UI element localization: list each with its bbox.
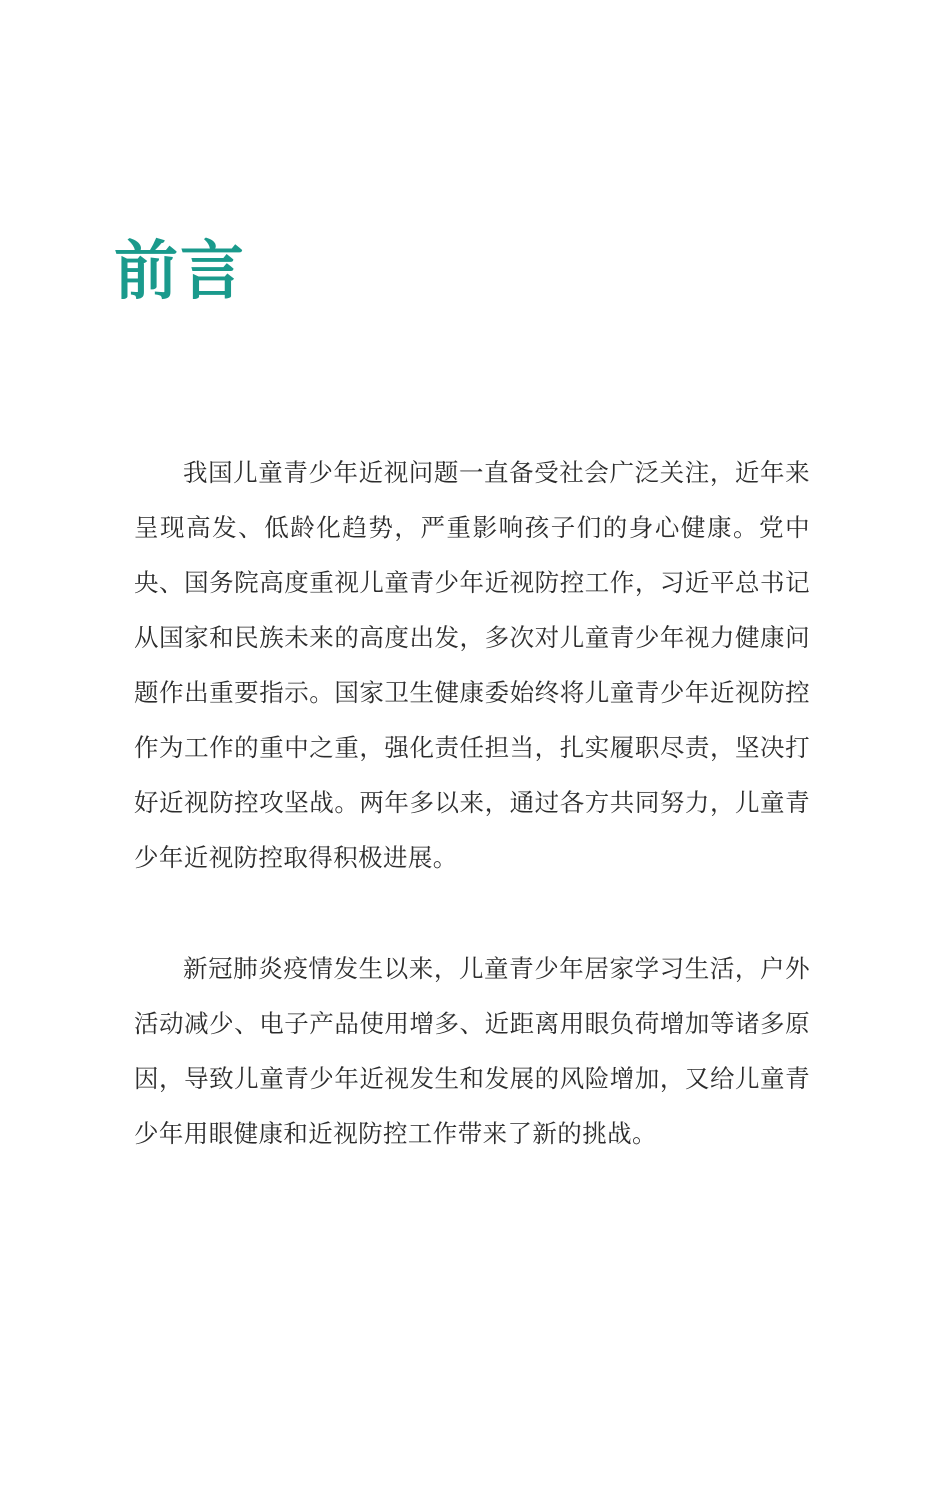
paragraph-1: 我国儿童青少年近视问题一直备受社会广泛关注，近年来呈现高发、低龄化趋势，严重影响孩子们的身心健康。党中央、国务院高度重视儿童青少年近视防控工作，习近平总书记从国家和民族未来的高度出发，多次对儿童青少年视力健康问题作出重要指示。国家卫生健康委始终将儿童青少年近视防控作为工作的重中之重，强化责任担当，扎实履职尽责，坚决打好近视防控攻坚战。两年多以来，通过各方共同努力，儿童青少年近视防控取得积极进展。 <box>134 458 810 872</box>
page-title: 前言 <box>114 235 246 309</box>
paragraph-2: 新冠肺炎疫情发生以来，儿童青少年居家学习生活，户外活动减少、电子产品使用增多、近距离用眼负荷增加等诸多原因，导致儿童青少年近视发生和发展的风险增加，又给儿童青少年用眼健康和近视防控工作带来了新的挑战。 <box>134 954 810 1148</box>
